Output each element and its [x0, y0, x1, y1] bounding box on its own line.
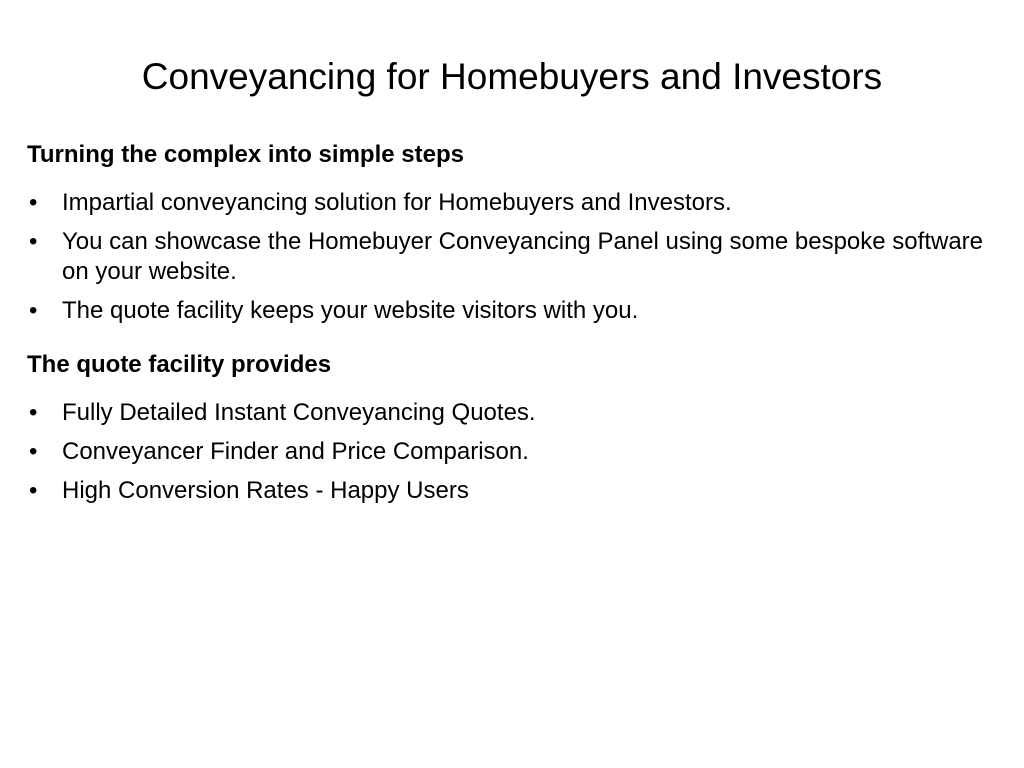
bullet-item — [27, 437, 1002, 467]
bullet-icon: • — [29, 399, 38, 426]
bullet-text: Impartial conveyancing solution for Homebuyers and Investors. — [62, 189, 732, 216]
bullet-item — [27, 188, 1002, 218]
section-simple-steps — [27, 136, 1002, 326]
section-heading: The quote facility provides — [27, 351, 332, 378]
bullet-icon: • — [29, 438, 38, 465]
bullet-item — [27, 227, 1002, 287]
bullet-icon: • — [29, 228, 38, 255]
slide-title: Conveyancing for Homebuyers and Investors — [141, 56, 883, 97]
bullet-text: The quote facility keeps your website visitors with you. — [62, 297, 639, 324]
bullet-list — [27, 398, 1002, 506]
bullet-item — [27, 476, 1002, 506]
bullet-text: Fully Detailed Instant Conveyancing Quotes. — [62, 399, 536, 426]
bullet-icon: • — [29, 189, 38, 216]
bullet-text: High Conversion Rates - Happy Users — [62, 477, 469, 504]
bullet-text: Conveyancer Finder and Price Comparison. — [62, 438, 529, 465]
bullet-item — [27, 398, 1002, 428]
bullet-item — [27, 296, 1002, 326]
bullet-icon: • — [29, 477, 38, 504]
bullet-icon: • — [29, 297, 38, 324]
section-quote-facility — [27, 346, 1002, 506]
bullet-text: You can showcase the Homebuyer Conveyancing Panel using some bespoke software on your website. — [62, 228, 983, 285]
bullet-list — [27, 188, 1002, 326]
section-heading: Turning the complex into simple steps — [27, 141, 464, 168]
slide-body — [27, 136, 1002, 515]
